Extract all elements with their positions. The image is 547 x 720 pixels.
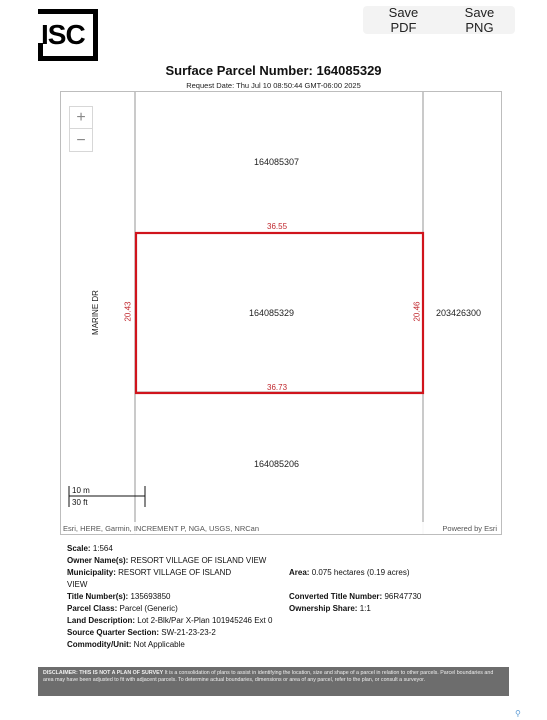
detail-converted-title: Converted Title Number: 96R47730 — [289, 592, 422, 601]
dimension-top: 36.55 — [267, 222, 288, 231]
map-attribution — [61, 522, 501, 535]
attribution-sources: Esri, HERE, Garmin, INCREMENT P, NGA, USGS, NRCan — [63, 524, 260, 533]
detail-scale: Scale: 1:564 — [67, 544, 113, 553]
detail-parcel-class: Parcel Class: Parcel (Generic) — [67, 604, 178, 613]
detail-commodity: Commodity/Unit: Not Applicable — [67, 640, 185, 649]
detail-source-quarter: Source Quarter Section: SW-21-23-23-2 — [67, 628, 216, 637]
parcel-label-south[interactable]: 164085206 — [254, 459, 300, 469]
save-pdf-button[interactable]: Save PDF — [369, 5, 438, 35]
detail-ownership-share: Ownership Share: 1:1 — [289, 604, 371, 613]
detail-municipality-cont: VIEW — [67, 580, 88, 589]
zoom-out-button[interactable]: − — [76, 132, 86, 149]
parcel-label-north[interactable]: 164085307 — [254, 157, 300, 167]
disclaimer-heading: DISCLAIMER: THIS IS NOT A PLAN OF SURVEY — [43, 670, 164, 676]
disclaimer-body: It is a consolidation of plans to assist in identifying the location, size and shape of a parcel in relation to other parcels. Parcel boundaries and area may have been adjusted to fit with adjacent parcels. To determine actual boundaries, dimensions or area of any parcel, refer to the plan, or consult a surveyor. — [43, 670, 494, 683]
scale-bar-metric: 10 m — [72, 486, 90, 495]
page-title: Surface Parcel Number: 164085329 — [165, 63, 382, 78]
parcel-map[interactable] — [60, 91, 502, 535]
dimension-bottom: 36.73 — [267, 383, 288, 392]
detail-municipality: Municipality: RESORT VILLAGE OF ISLAND — [67, 568, 232, 577]
zoom-control — [69, 106, 93, 152]
save-toolbar — [363, 6, 515, 34]
detail-title-numbers: Title Number(s): 135693850 — [67, 592, 171, 601]
scale-bar-imperial: 30 ft — [72, 498, 88, 507]
detail-owners: Owner Name(s): RESORT VILLAGE OF ISLAND VIEW — [67, 556, 267, 565]
road-label: MARINE DR — [90, 290, 100, 335]
parcel-label-east[interactable]: 203426300 — [436, 308, 482, 318]
request-date: Request Date: Thu Jul 10 08:50:44 GMT-06:00 2025 — [186, 81, 361, 90]
detail-area: Area: 0.075 hectares (0.19 acres) — [289, 568, 410, 577]
isc-logo — [38, 9, 98, 61]
zoom-in-button[interactable]: + — [70, 107, 92, 129]
save-png-button[interactable]: Save PNG — [444, 5, 515, 35]
dimension-right: 20.46 — [412, 301, 422, 322]
parcel-label-subject[interactable]: 164085329 — [249, 308, 295, 318]
dimension-left: 20.43 — [123, 301, 133, 322]
disclaimer-box — [38, 667, 509, 696]
powered-by-esri-link[interactable]: Powered by Esri — [442, 524, 497, 533]
pin-icon: ⚲ — [515, 709, 521, 718]
detail-land-description: Land Description: Lot 2-Blk/Par X-Plan 101945246 Ext 0 — [67, 616, 273, 625]
logo-text: ISC — [41, 19, 85, 50]
